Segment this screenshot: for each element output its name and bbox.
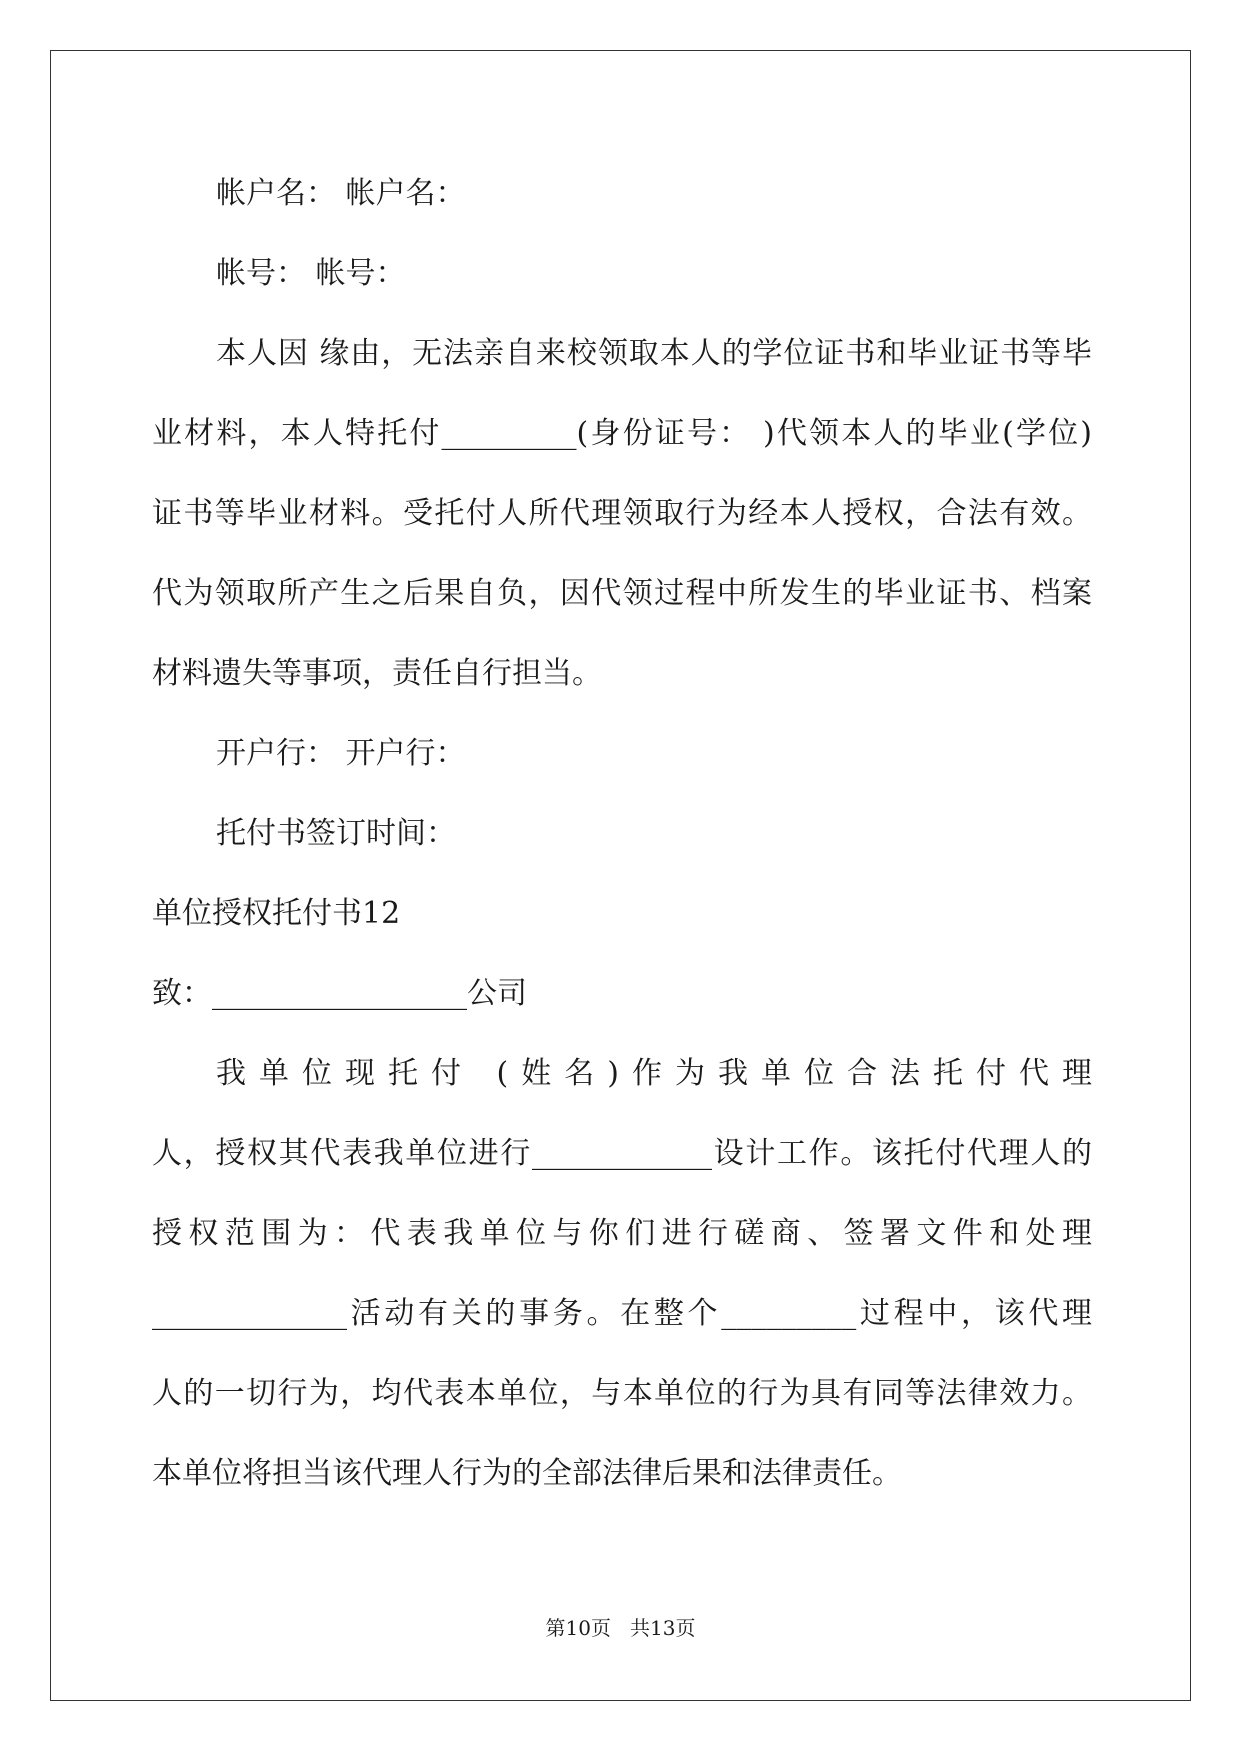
paragraph-line: 我单位现托付 (姓名)作为我单位合法托付代理 bbox=[216, 1056, 1092, 1091]
paragraph-line: 人，授权其代表我单位进行____________设计工作。该托付代理人的 bbox=[152, 1136, 1092, 1171]
account-number-line: 帐号： 帐号： bbox=[216, 256, 406, 291]
page-total: 共13页 bbox=[630, 1616, 696, 1640]
section-title: 单位授权托付书12 bbox=[152, 896, 401, 931]
paragraph-line: 本人因 缘由，无法亲自来校领取本人的学位证书和毕业证书等毕 bbox=[216, 336, 1092, 371]
signing-date-line: 托付书签订时间： bbox=[216, 816, 456, 851]
paragraph-line: _____________活动有关的事务。在整个_________过程中，该代理 bbox=[152, 1296, 1092, 1331]
paragraph-line: 代为领取所产生之后果自负，因代领过程中所发生的毕业证书、档案 bbox=[152, 576, 1092, 611]
paragraph-line: 材料遗失等事项，责任自行担当。 bbox=[152, 656, 602, 691]
account-name-line: 帐户名： 帐户名： bbox=[216, 176, 466, 211]
paragraph-line: 本单位将担当该代理人行为的全部法律后果和法律责任。 bbox=[152, 1456, 902, 1491]
page-footer bbox=[0, 1616, 1241, 1640]
page-number: 第10页 bbox=[545, 1616, 611, 1640]
paragraph-line: 人的一切行为，均代表本单位，与本单位的行为具有同等法律效力。 bbox=[152, 1376, 1092, 1411]
addressee-line: 致：_________________公司 bbox=[152, 976, 527, 1011]
paragraph-line: 证书等毕业材料。受托付人所代理领取行为经本人授权，合法有效。 bbox=[152, 496, 1092, 531]
paragraph-line: 业材料，本人特托付_________(身份证号： )代领本人的毕业(学位) bbox=[152, 416, 1092, 451]
paragraph-line: 授权范围为：代表我单位与你们进行磋商、签署文件和处理 bbox=[152, 1216, 1092, 1251]
bank-line: 开户行： 开户行： bbox=[216, 736, 466, 771]
